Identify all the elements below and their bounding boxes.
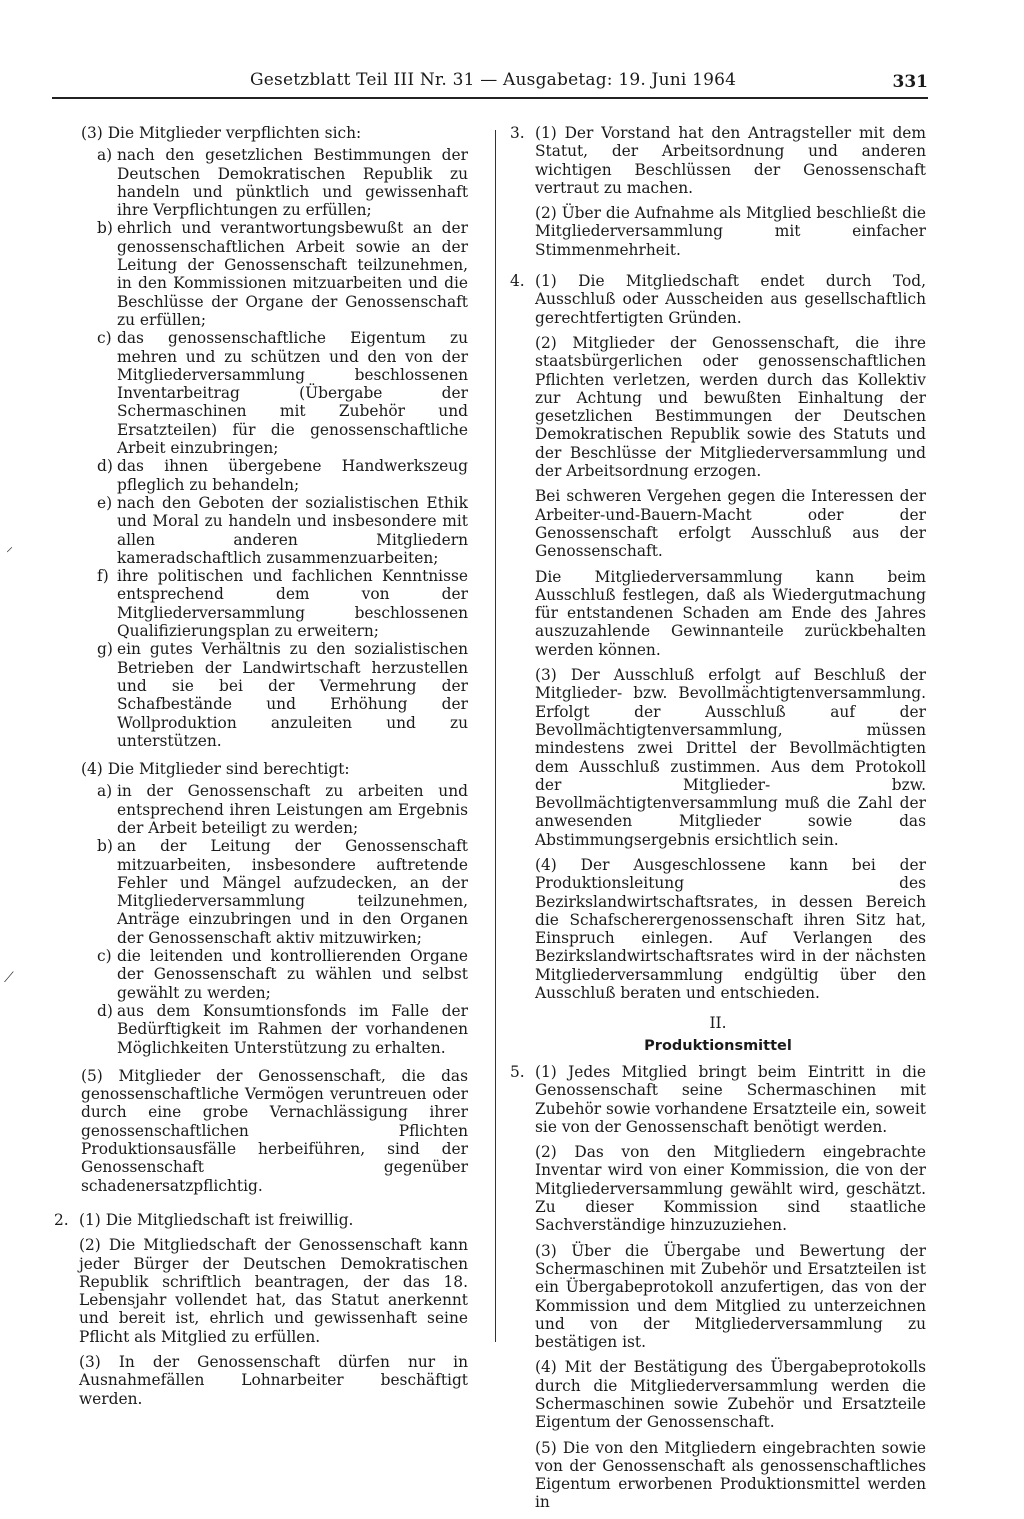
section-paragraph: (3) Der Ausschluß erfolgt auf Beschluß der Mitglieder- bzw. Bevollmächtigtenversammlung. Erfolgt der Ausschluß auf der Bevollmächtigtenversammlung, müssen mindestens zwei Drittel der Bevollmächtigten dem Ausschluß zustimmen. Aus dem Protokoll der Mitglieder- bzw. Bevollmächtigtenversammlung muß die Zahl der anwesenden Mitglieder sowie das Abstimmungsergebnis ersichtlich sein. <box>535 666 926 849</box>
item-text: die leitenden und kontrollierenden Organe der Genossenschaft zu wählen und selbst gewählt zu werden; <box>117 947 468 1002</box>
item-text: in der Genossenschaft zu arbeiten und entsprechend ihren Leistungen am Ergebnis der Arbeit beteiligt zu werden; <box>117 782 468 837</box>
item-text: ein gutes Verhältnis zu den sozialistischen Betrieben der Landwirtschaft herzustellen und sie bei der Vermehrung der Schafbestände und Erhöhung der Wollproduktion anzuleiten und zu unterstützen. <box>117 640 468 750</box>
list-item <box>54 782 468 837</box>
part-heading: Produktionsmittel <box>644 1037 792 1054</box>
section-paragraph: (1) Die Mitgliedschaft ist freiwillig. <box>79 1210 354 1229</box>
section-paragraph: Bei schweren Vergehen gegen die Interessen der Arbeiter-und-Bauern-Macht oder der Genossenschaft erfolgt Ausschluß aus der Genossenschaft. <box>535 487 926 561</box>
item-label: e) <box>97 493 113 512</box>
item-text: ihre politischen und fachlichen Kenntnisse entsprechend dem von der Mitgliederversammlung beschlossenen Qualifizierungsplan zu erweitern; <box>117 567 468 641</box>
section-paragraph: (3) Über die Übergabe und Bewertung der Schermaschinen mit Zubehör und Ersatzteilen ist ein Übergabeprotokoll anzufertigen, das von der Kommission und dem Mitglied zu unterzeichnen und von der Mitgliederversammlung zu bestätigen ist. <box>535 1241 926 1352</box>
paragraph-3-intro: (3) Die Mitglieder verpflichten sich: <box>81 124 362 142</box>
item-text: das genossenschaftliche Eigentum zu mehren und zu schützen und den von der Mitgliederversammlung beschlossenen Inventarbeitrag (Übergabe der Schermaschinen mit Zubehör und Ersatzteilen) für die genossenschaftliche Arbeit einzubringen; <box>117 329 468 458</box>
section-4 <box>510 272 926 1002</box>
duties-list <box>54 146 468 750</box>
list-item <box>54 1002 468 1057</box>
item-label: c) <box>97 947 112 966</box>
margin-pencil-mark: ⟋ <box>4 970 14 986</box>
list-item <box>54 219 468 329</box>
paragraph-4-intro: (4) Die Mitglieder sind berechtigt: <box>81 760 350 779</box>
header-title: Gesetzblatt Teil III Nr. 31 — Ausgabetag: 19. Juni 1964 <box>250 70 737 90</box>
item-text: ehrlich und verantwortungsbewußt an der genossenschaftlichen Arbeit sowie an der Leitung der Genossenschaft teilzunehmen, in den Kommissionen mitzuarbeiten und die Beschlüsse der Organe der Genossenschaft zu erfüllen; <box>117 219 468 329</box>
item-label: a) <box>97 782 113 801</box>
section-paragraph: (2) Über die Aufnahme als Mitglied beschließt die Mitgliederversammlung mit einfacher Stimmenmehrheit. <box>535 204 926 259</box>
section-2 <box>54 1211 468 1408</box>
section-number: 2. <box>54 1210 69 1229</box>
list-item <box>54 146 468 219</box>
section-paragraph: (5) Die von den Mitgliedern eingebrachten sowie von der Genossenschaft als genossenschaftliches Eigentum erworbenen Produktionsmittel werden in <box>535 1438 926 1512</box>
section-paragraph: (2) Das von den Mitgliedern eingebrachte Inventar wird von einer Kommission, die von der Mitgliederversammlung gewählt wird, geschätzt. Zu dieser Kommission sind staatliche Sachverständige hinzuzuziehen. <box>535 1143 926 1235</box>
item-text: an der Leitung der Genossenschaft mitzuarbeiten, insbesondere auftretende Fehler und Mängel aufzudecken, an der Mitgliederversammlung teilzunehmen, Anträge einzubringen und in den Organen der Genossenschaft aktiv mitzuwirken; <box>117 837 468 947</box>
list-item <box>54 567 468 640</box>
header-rule <box>52 97 928 99</box>
paragraph-5: (5) Mitglieder der Genossenschaft, die das genossenschaftliche Vermögen veruntreuen oder durch eine grobe Vernachlässigung ihrer genossenschaftlichen Pflichten Produktionsausfälle herbeiführen, sind der Genossenschaft gegenüber schadenersatzpflichtig. <box>81 1066 468 1195</box>
section-paragraph: (4) Der Ausgeschlossene kann bei der Produktionsleitung des Bezirkslandwirtschaftsrates, in dessen Bereich die Schafscherergenossenschaft ihren Sitz hat, Einspruch einlegen. Auf Verlangen des Bezirkslandwirtschaftsrates wird in der nächsten Mitgliederversammlung endgültig über den Ausschluß beraten und entschieden. <box>535 855 926 1003</box>
part-number: II. <box>709 1014 727 1033</box>
right-column <box>510 124 926 1519</box>
margin-pencil-mark: ⸍ <box>6 545 13 561</box>
section-number: 4. <box>510 272 525 291</box>
section-paragraph: (2) Mitglieder der Genossenschaft, die ihre staatsbürgerlichen oder genossenschaftlichen Pflichten verletzen, werden durch das Kollektiv zur Achtung und bewußten Einhaltung der gesetzlichen Bestimmungen der Deutschen Demokratischen Republik sowie des Statuts und der Beschlüsse der Mitgliederversammlung und der Arbeitsordnung erzogen. <box>535 333 926 481</box>
item-text: nach den gesetzlichen Bestimmungen der Deutschen Demokratischen Republik zu handeln und pünktlich und gewissenhaft ihre Verpflichtungen zu erfüllen; <box>117 146 468 220</box>
list-item <box>54 947 468 1002</box>
page-number: 331 <box>892 72 928 92</box>
item-text: aus dem Konsumtionsfonds im Falle der Bedürftigkeit im Rahmen der vorhandenen Möglichkeiten Unterstützung zu erhalten. <box>117 1001 468 1057</box>
section-paragraph: (1) Der Vorstand hat den Antragsteller mit dem Statut, der Arbeitsordnung und anderen wichtigen Beschlüssen der Genossenschaft vertraut zu machen. <box>535 124 926 197</box>
item-text: nach den Geboten der sozialistischen Ethik und Moral zu handeln und insbesondere mit allen anderen Mitgliedern kameradschaftlich zusammenzuarbeiten; <box>117 493 468 567</box>
list-item <box>54 457 468 494</box>
rights-list <box>54 782 468 1056</box>
left-column <box>54 124 468 1415</box>
list-item <box>54 329 468 457</box>
column-divider <box>495 130 496 1342</box>
section-number: 3. <box>510 124 525 142</box>
section-paragraph: (2) Die Mitgliedschaft der Genossenschaft kann jeder Bürger der Deutschen Demokratischen Republik schriftlich beantragen, der das 18. Lebensjahr vollendet hat, das Statut anerkennt und bereit ist, ehrlich und gewissenhaft seine Pflicht als Mitglied zu erfüllen. <box>79 1236 468 1346</box>
item-label: f) <box>97 567 109 586</box>
section-paragraph: (1) Die Mitgliedschaft endet durch Tod, Ausschluß oder Ausscheiden aus gesellschaftlich gerechtfertigten Gründen. <box>535 272 926 327</box>
section-5 <box>510 1063 926 1512</box>
section-number: 5. <box>510 1062 525 1081</box>
section-3 <box>510 124 926 259</box>
section-paragraph: (4) Mit der Bestätigung des Übergabeprotokolls durch die Mitgliederversammlung werden die Schermaschinen sowie Zubehör und Ersatzteile Eigentum der Genossenschaft. <box>535 1358 926 1432</box>
item-label: d) <box>97 1001 113 1020</box>
item-label: c) <box>97 329 112 348</box>
item-label: g) <box>97 640 113 659</box>
section-paragraph: (3) In der Genossenschaft dürfen nur in Ausnahmefällen Lohnarbeiter beschäftigt werden. <box>79 1353 468 1408</box>
item-label: a) <box>97 146 113 165</box>
section-paragraph: Die Mitgliederversammlung kann beim Ausschluß festlegen, daß als Wiedergutmachung für entstandenen Schaden am Ende des Jahres auszuzahlende Gewinnanteile zurückbehalten werden können. <box>535 567 926 659</box>
item-label: b) <box>97 219 113 238</box>
item-text: das ihnen übergebene Handwerkszeug pfleglich zu behandeln; <box>117 457 468 494</box>
section-paragraph: (1) Jedes Mitglied bringt beim Eintritt in die Genossenschaft seine Schermaschinen mit Zubehör sowie vorhandene Ersatzteile ein, soweit sie von der Genossenschaft benötigt werden. <box>535 1062 926 1136</box>
list-item <box>54 494 468 567</box>
list-item <box>54 837 468 947</box>
page-header <box>52 70 928 96</box>
list-item <box>54 640 468 750</box>
item-label: d) <box>97 457 113 476</box>
item-label: b) <box>97 837 113 856</box>
